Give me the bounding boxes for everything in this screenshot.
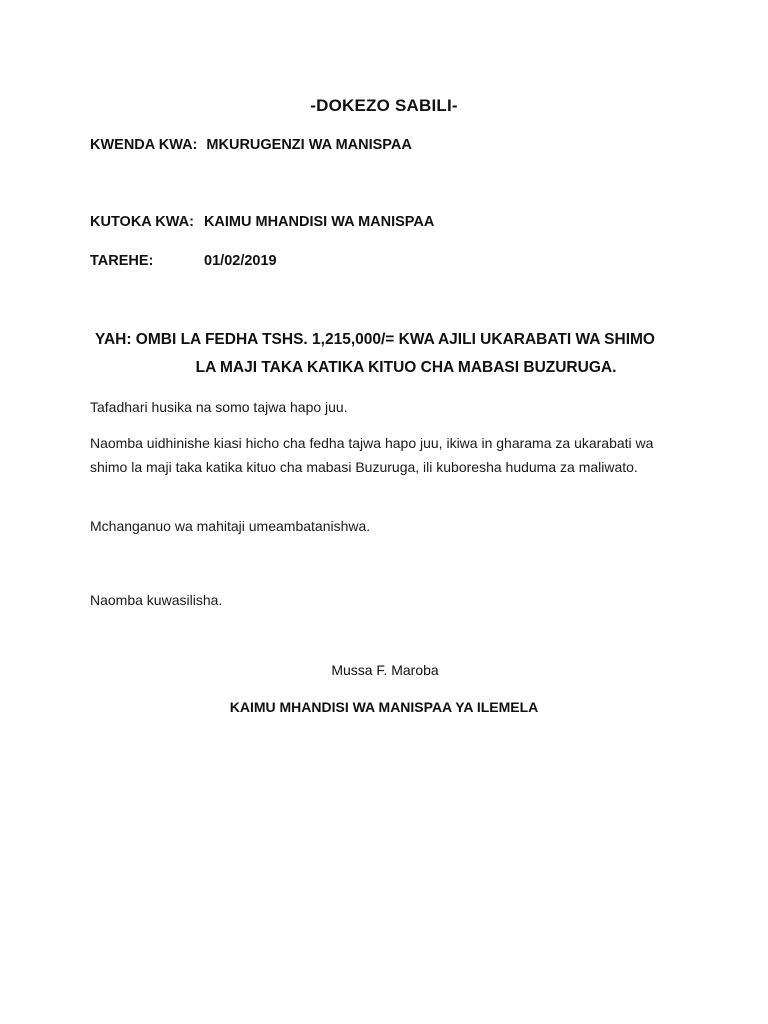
signatory-title: KAIMU MHANDISI WA MANISPAA YA ILEMELA (229, 699, 539, 715)
signature-block (0, 662, 768, 678)
to-label: KWENDA KWA: (90, 137, 198, 153)
body-paragraph-1: Tafadhari husika na somo tajwa hapo juu. (90, 399, 348, 415)
from-value: KAIMU MHANDISI WA MANISPAA (203, 214, 435, 230)
date-value: 01/02/2019 (204, 253, 277, 269)
date-field (90, 253, 277, 269)
to-value: MKURUGENZI WA MANISPAA (206, 137, 412, 153)
from-label: KUTOKA KWA: (90, 214, 194, 230)
from-field (90, 214, 434, 230)
subject-line-2: LA MAJI TAKA KATIKA KITUO CHA MABASI BUZURUGA. (195, 359, 617, 376)
to-field (90, 137, 412, 153)
subject-line-1: YAH: OMBI LA FEDHA TSHS. 1,215,000/= KWA AJILI UKARABATI WA SHIMO (95, 331, 655, 348)
body-paragraph-3: Mchanganuo wa mahitaji umeambatanishwa. (90, 518, 371, 534)
body-paragraph-2: Naomba uidhinishe kiasi hicho cha fedha tajwa hapo juu, ikiwa in gharama za ukarabati wa shimo la maji taka katika kituo cha mabasi Buzuruga, ili kuboresha huduma za maliwato. (90, 435, 654, 475)
date-label: TAREHE: (90, 253, 154, 269)
signatory-name: Mussa F. Maroba (331, 662, 439, 678)
document-title: -DOKEZO SABILI- (310, 96, 458, 115)
closing-paragraph: Naomba kuwasilisha. (90, 592, 223, 608)
